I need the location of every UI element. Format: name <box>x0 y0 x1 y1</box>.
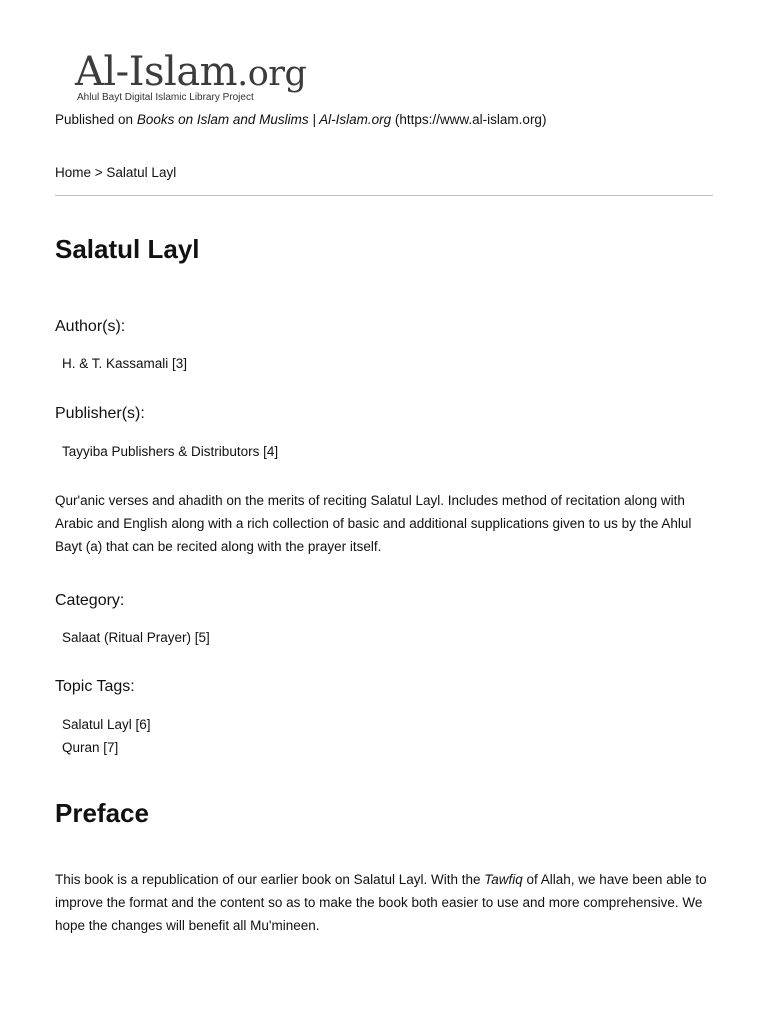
breadcrumb <box>55 164 176 182</box>
published-line <box>55 111 546 129</box>
logo-wordmark <box>75 50 306 96</box>
book-description: Qur'anic verses and ahadith on the merits of reciting Salatul Layl. Includes method of recitation along with Arabic and English along with a rich collection of basic and additional supplications given to us by the Ahlul Bayt (a) that can be recited along with the prayer itself. <box>55 493 692 554</box>
publishers-list <box>62 440 278 463</box>
preface-emphasis: Tawfiq <box>484 872 523 887</box>
category-link[interactable]: Salaat (Ritual Prayer) [5] <box>62 630 210 645</box>
breadcrumb-separator: > <box>91 165 107 180</box>
breadcrumb-home-link[interactable]: Home <box>55 165 92 180</box>
logo-wordmark-main: Al-Islam <box>75 49 238 95</box>
authors-label: Author(s): <box>55 318 126 335</box>
category-list <box>62 626 210 649</box>
preface-paragraph <box>55 868 713 937</box>
site-logo[interactable] <box>75 50 315 106</box>
breadcrumb-current: Salatul Layl <box>106 165 177 180</box>
preface-text-after: of Allah, we have been able to improve the format and the content so as to make the book both easier to use and more comprehensive. We hope the changes will benefit all Mu'mineen. <box>55 872 707 933</box>
published-site-name: Books on Islam and Muslims | Al-Islam.org <box>136 112 392 127</box>
topic-tags-label: Topic Tags: <box>55 678 135 695</box>
author-link[interactable]: H. & T. Kassamali [3] <box>62 356 188 371</box>
publishers-label: Publisher(s): <box>55 405 145 422</box>
publisher-link[interactable]: Tayyiba Publishers & Distributors [4] <box>62 444 279 459</box>
topic-tag-link-salatul-layl[interactable]: Salatul Layl [6] <box>62 717 151 732</box>
logo-tagline: Ahlul Bayt Digital Islamic Library Project <box>77 92 254 103</box>
published-url: (https://www.al-islam.org) <box>391 112 547 127</box>
topic-tag-link-quran[interactable]: Quran [7] <box>62 740 119 755</box>
preface-text-before: This book is a republication of our earlier book on Salatul Layl. With the <box>55 872 485 887</box>
logo-wordmark-suffix: .org <box>237 54 307 94</box>
authors-list <box>62 352 187 375</box>
published-prefix: Published on <box>55 112 137 127</box>
category-label: Category: <box>55 592 125 609</box>
page-title: Salatul Layl <box>55 234 200 264</box>
topic-tags-list <box>62 713 151 759</box>
header-divider <box>55 195 713 196</box>
preface-heading: Preface <box>55 798 149 828</box>
